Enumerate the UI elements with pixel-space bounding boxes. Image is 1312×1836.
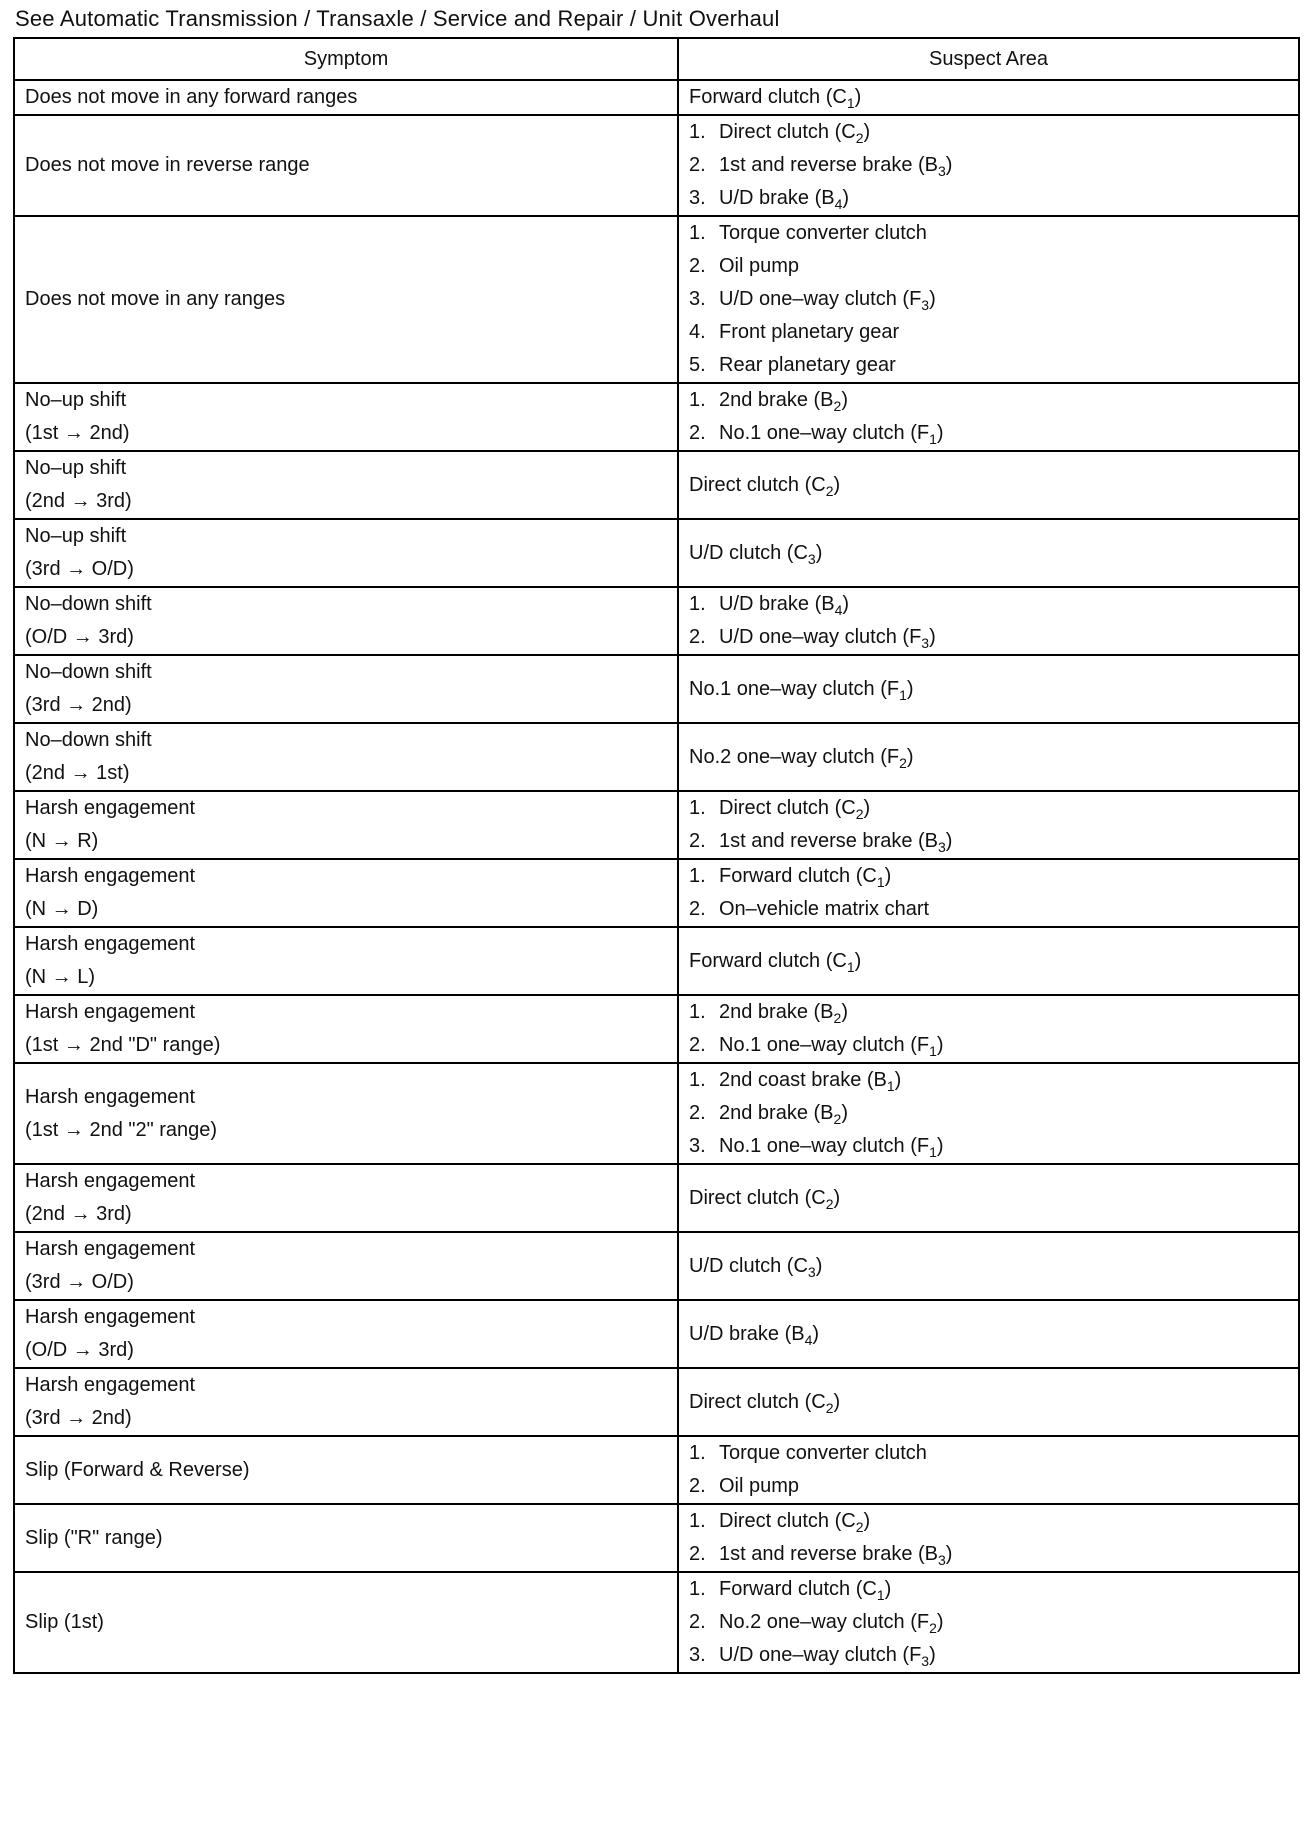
suspect-area-cell [678,1063,1299,1164]
suspect-item [689,1505,1288,1538]
suspect-item [689,1029,1288,1062]
symptom-line: Does not move in any ranges [25,288,286,310]
symptom-line: (1st → 2nd "2" range) [25,1118,218,1141]
suspect-item [689,384,1288,417]
symptom-line: No–down shift [25,661,152,683]
suspect-text: No.2 one–way clutch (F [689,745,900,768]
suspect-item [689,1097,1288,1130]
component-subscript: 1 [846,95,855,111]
suspect-text: U/D brake (B [719,593,835,615]
suspect-text-end: ) [833,473,841,496]
symptom-line: Harsh engagement [25,1001,196,1023]
symptom-line: Harsh engagement [25,1374,196,1396]
symptom-line: Harsh engagement [25,1238,196,1260]
symptom-cell [14,1368,678,1436]
table-row [14,451,1299,519]
suspect-area-cell [678,1572,1299,1673]
suspect-area-cell [678,1436,1299,1504]
symptom-table [13,37,1300,1674]
item-number: 4. [689,321,706,343]
symptom-line: (N → L) [25,966,95,988]
symptom-cell [14,1436,678,1504]
symptom-cell [14,1504,678,1572]
table-row [14,80,1299,115]
symptom-cell [14,1063,678,1164]
symptom-line: No–up shift [25,457,127,479]
symptom-line: No–up shift [25,389,127,411]
component-subscript: 2 [929,1620,937,1636]
symptom-line: (3rd → 2nd) [25,694,132,716]
suspect-text-end: ) [854,86,862,108]
component-subscript: 3 [938,1552,946,1568]
symptom-line: (N → D) [25,898,99,920]
item-number: 2. [689,626,706,648]
component-subscript: 3 [807,1263,816,1280]
suspect-text-end: ) [863,1510,871,1532]
symptom-line: (O/D → 3rd) [25,1339,134,1361]
suspect-area-cell [678,587,1299,655]
suspect-item [689,182,1288,215]
suspect-text: Front planetary gear [719,321,900,343]
item-number: 3. [689,1135,706,1157]
symptom-header: Symptom [14,38,678,80]
table-row [14,383,1299,451]
symptom-cell [14,451,678,519]
suspect-text: U/D one–way clutch (F [719,1644,922,1666]
suspect-text: 2nd brake (B [719,389,834,411]
suspect-item [689,537,1288,570]
item-number: 3. [689,1644,706,1666]
suspect-item [689,1470,1288,1503]
suspect-text-end: ) [842,187,850,209]
symptom-cell [14,587,678,655]
component-subscript: 4 [834,602,843,618]
suspect-text: U/D brake (B [719,187,835,209]
component-subscript: 2 [855,1519,864,1535]
suspect-area-cell [678,519,1299,587]
suspect-item [689,860,1288,893]
table-row [14,519,1299,587]
suspect-text: Direct clutch (C [689,473,826,496]
suspect-item [689,417,1288,450]
item-number: 1. [689,389,706,411]
suspect-text: No.1 one–way clutch (F [719,422,930,444]
suspect-item [689,1386,1288,1419]
table-row [14,655,1299,723]
suspect-item [689,741,1288,774]
suspect-text: Oil pump [719,255,800,277]
symptom-cell [14,859,678,927]
suspect-text: 1st and reverse brake (B [719,830,938,852]
suspect-text: U/D clutch (C [689,1254,808,1277]
suspect-text-end: ) [884,865,892,887]
component-subscript: 2 [825,482,834,499]
suspect-text-end: ) [929,626,936,648]
suspect-text: U/D one–way clutch (F [719,626,922,648]
suspect-item [689,1606,1288,1639]
suspect-text-end: ) [929,1644,936,1666]
suspect-text-end: ) [841,389,848,411]
suspect-text-end: ) [815,1254,823,1277]
component-subscript: 2 [833,1010,842,1026]
suspect-text-end: ) [936,1135,944,1157]
table-row [14,1164,1299,1232]
suspect-item [689,1639,1288,1672]
symptom-line: Harsh engagement [25,933,196,955]
symptom-line: No–down shift [25,593,152,615]
suspect-area-cell [678,859,1299,927]
symptom-line: No–up shift [25,525,127,547]
suspect-text: Direct clutch (C [719,1510,856,1532]
component-subscript: 2 [833,1111,842,1127]
symptom-cell [14,791,678,859]
suspect-item [689,250,1288,283]
suspect-area-cell [678,655,1299,723]
table-header-row [14,38,1299,80]
item-number: 1. [689,1510,706,1532]
suspect-area-cell [678,927,1299,995]
suspect-text-end: ) [945,154,953,176]
suspect-text-end: ) [812,1322,820,1345]
suspect-text-end: ) [884,1578,892,1600]
symptom-line: Does not move in any forward ranges [25,86,358,108]
component-subscript: 1 [899,686,907,703]
symptom-cell [14,383,678,451]
table-row [14,216,1299,383]
component-subscript: 2 [825,1195,834,1212]
suspect-text-end: ) [945,1543,953,1565]
symptom-cell [14,927,678,995]
symptom-line: Does not move in reverse range [25,154,310,176]
suspect-area-cell [678,1504,1299,1572]
symptom-line: (3rd → 2nd) [25,1407,132,1429]
symptom-cell [14,519,678,587]
suspect-item [689,116,1288,149]
table-row [14,723,1299,791]
suspect-text: Rear planetary gear [719,354,896,376]
table-row [14,859,1299,927]
component-subscript: 4 [834,196,843,212]
suspect-item [689,893,1288,926]
item-number: 3. [689,288,706,310]
item-number: 1. [689,1578,706,1600]
component-subscript: 1 [846,958,855,975]
reference-line: See Automatic Transmission / Transaxle / Service and Repair / Unit Overhaul [15,6,780,31]
suspect-text-end: ) [936,1611,944,1633]
suspect-text-end: ) [945,830,953,852]
table-row [14,1368,1299,1436]
symptom-line: (3rd → O/D) [25,1271,134,1293]
table-row [14,1504,1299,1572]
component-subscript: 3 [938,839,946,855]
suspect-item [689,825,1288,858]
table-row [14,995,1299,1063]
table-row [14,1572,1299,1673]
item-number: 1. [689,1069,706,1091]
symptom-line: (2nd → 3rd) [25,490,132,512]
suspect-text: 2nd brake (B [719,1001,834,1023]
suspect-text-end: ) [842,593,850,615]
item-number: 2. [689,1611,706,1633]
table-row [14,791,1299,859]
symptom-line: Harsh engagement [25,797,196,819]
suspect-item [689,1182,1288,1215]
table-body [14,80,1299,1673]
symptom-line: (1st → 2nd) [25,422,130,444]
table-row [14,1063,1299,1164]
item-number: 1. [689,797,706,819]
component-subscript: 1 [876,1587,885,1603]
suspect-text: U/D brake (B [689,1322,805,1345]
suspect-area-cell [678,383,1299,451]
component-subscript: 1 [876,874,885,890]
symptom-cell [14,80,678,115]
suspect-text: Direct clutch (C [719,797,856,819]
suspect-text: No.1 one–way clutch (F [719,1135,930,1157]
item-number: 1. [689,222,706,244]
suspect-area-cell [678,1368,1299,1436]
component-subscript: 1 [886,1078,895,1094]
symptom-cell [14,1164,678,1232]
suspect-text: 1st and reverse brake (B [719,154,938,176]
suspect-text-end: ) [894,1069,902,1091]
symptom-line: Slip (Forward & Reverse) [25,1458,250,1481]
suspect-item [689,349,1288,382]
item-number: 2. [689,898,706,920]
suspect-text: Oil pump [719,1475,800,1497]
suspect-text: Direct clutch (C [719,121,856,143]
suspect-item [689,996,1288,1029]
suspect-item [689,316,1288,349]
item-number: 2. [689,1102,706,1124]
symptom-line: (2nd → 3rd) [25,1203,132,1225]
component-subscript: 3 [921,297,930,313]
suspect-text-end: ) [833,1186,841,1209]
suspect-text: U/D one–way clutch (F [719,288,922,310]
component-subscript: 1 [929,431,937,447]
symptom-line: (1st → 2nd "D" range) [25,1034,221,1056]
component-subscript: 3 [807,550,816,567]
suspect-text: 2nd brake (B [719,1102,834,1124]
suspect-item [689,81,1288,114]
item-number: 5. [689,354,706,376]
component-subscript: 2 [833,398,842,414]
suspect-text: On–vehicle matrix chart [719,898,930,920]
suspect-text-end: ) [906,745,914,768]
suspect-text: Torque converter clutch [719,222,927,244]
suspect-text: Forward clutch (C [719,1578,877,1600]
symptom-line: Harsh engagement [25,1306,196,1328]
component-subscript: 1 [929,1144,937,1160]
item-number: 1. [689,593,706,615]
suspect-item [689,792,1288,825]
suspect-item [689,1573,1288,1606]
item-number: 2. [689,830,706,852]
symptom-line: Harsh engagement [25,1085,196,1108]
symptom-line: (2nd → 1st) [25,762,130,784]
suspect-item [689,1538,1288,1571]
suspect-area-cell [678,115,1299,216]
symptom-line: Slip ("R" range) [25,1526,163,1549]
suspect-text: U/D clutch (C [689,541,808,564]
suspect-area-cell [678,451,1299,519]
item-number: 2. [689,1475,706,1497]
item-number: 1. [689,1001,706,1023]
table-row [14,1300,1299,1368]
suspect-text: Forward clutch (C [689,86,847,108]
suspect-item [689,673,1288,706]
suspect-text: Direct clutch (C [689,1390,826,1413]
suspect-text: Direct clutch (C [689,1186,826,1209]
suspect-text-end: ) [833,1390,841,1413]
table-row [14,927,1299,995]
component-subscript: 3 [921,635,930,651]
symptom-line: Slip (1st) [25,1611,104,1633]
table-row [14,1436,1299,1504]
suspect-text-end: ) [863,797,871,819]
item-number: 2. [689,1543,706,1565]
suspect-item [689,945,1288,978]
suspect-area-cell [678,1164,1299,1232]
suspect-area-header: Suspect Area [678,38,1299,80]
suspect-area-cell [678,995,1299,1063]
symptom-line: (3rd → O/D) [25,558,134,580]
suspect-item [689,1318,1288,1351]
suspect-text-end: ) [841,1102,848,1124]
component-subscript: 2 [855,806,864,822]
suspect-text-end: ) [854,949,862,972]
table-row [14,587,1299,655]
table-row [14,1232,1299,1300]
suspect-text: 1st and reverse brake (B [719,1543,938,1565]
item-number: 1. [689,121,706,143]
suspect-text-end: ) [936,1034,944,1056]
symptom-cell [14,995,678,1063]
suspect-area-cell [678,1300,1299,1368]
suspect-item [689,1064,1288,1097]
item-number: 1. [689,1442,706,1464]
symptom-cell [14,655,678,723]
suspect-text-end: ) [863,121,871,143]
suspect-text: Forward clutch (C [689,949,847,972]
suspect-text: 2nd coast brake (B [719,1069,887,1091]
component-subscript: 2 [899,754,907,771]
suspect-text: No.2 one–way clutch (F [719,1611,930,1633]
symptom-cell [14,723,678,791]
symptom-line: (O/D → 3rd) [25,626,134,648]
symptom-cell [14,1572,678,1673]
symptom-cell [14,1300,678,1368]
symptom-cell [14,115,678,216]
suspect-text-end: ) [841,1001,848,1023]
suspect-item [689,469,1288,502]
component-subscript: 3 [938,163,946,179]
component-subscript: 2 [825,1399,834,1416]
symptom-line: Harsh engagement [25,865,196,887]
item-number: 2. [689,154,706,176]
suspect-item [689,621,1288,654]
suspect-item [689,149,1288,182]
item-number: 2. [689,422,706,444]
component-subscript: 3 [921,1653,930,1669]
suspect-text: No.1 one–way clutch (F [719,1034,930,1056]
suspect-item [689,1250,1288,1283]
table-row [14,115,1299,216]
component-subscript: 1 [929,1043,937,1059]
symptom-cell [14,216,678,383]
suspect-item [689,217,1288,250]
item-number: 3. [689,187,706,209]
suspect-item [689,1437,1288,1470]
suspect-text-end: ) [906,677,914,700]
item-number: 2. [689,1034,706,1056]
suspect-text-end: ) [929,288,936,310]
suspect-text-end: ) [815,541,823,564]
component-subscript: 2 [855,130,864,146]
suspect-area-cell [678,80,1299,115]
suspect-item [689,588,1288,621]
symptom-line: (N → R) [25,830,99,852]
component-subscript: 4 [804,1331,813,1348]
suspect-area-cell [678,1232,1299,1300]
suspect-text-end: ) [936,422,944,444]
suspect-item [689,1130,1288,1163]
item-number: 1. [689,865,706,887]
suspect-area-cell [678,216,1299,383]
suspect-text: Forward clutch (C [719,865,877,887]
suspect-text: No.1 one–way clutch (F [689,677,900,700]
symptom-line: No–down shift [25,729,152,751]
suspect-area-cell [678,791,1299,859]
suspect-item [689,283,1288,316]
symptom-line: Harsh engagement [25,1170,196,1192]
suspect-text: Torque converter clutch [719,1442,927,1464]
suspect-area-cell [678,723,1299,791]
item-number: 2. [689,255,706,277]
symptom-cell [14,1232,678,1300]
